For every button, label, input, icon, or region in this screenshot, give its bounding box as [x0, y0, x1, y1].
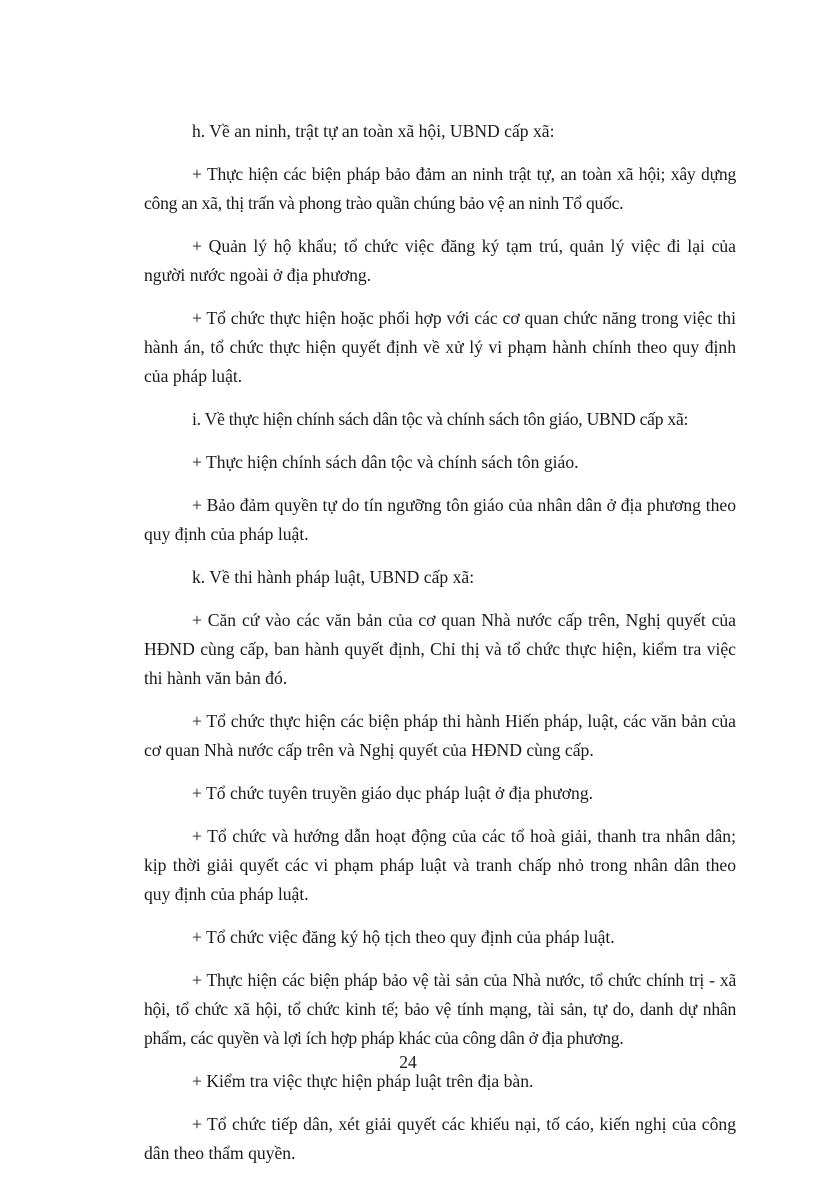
paragraph: + Quản lý hộ khẩu; tổ chức việc đăng ký tạm trú, quản lý việc đi lại của người nước ngoài ở địa phương.: [144, 236, 736, 285]
section-heading-i: i. Về thực hiện chính sách dân tộc và chính sách tôn giáo, UBND cấp xã:: [192, 409, 689, 429]
paragraph: + Căn cứ vào các văn bản của cơ quan Nhà nước cấp trên, Nghị quyết của HĐND cùng cấp, ban hành quyết định, Chỉ thị và tổ chức thực hiện, kiểm tra việc thi hành văn bản đó.: [144, 610, 736, 688]
paragraph: + Tổ chức thực hiện hoặc phối hợp với các cơ quan chức năng trong việc thi hành án, tổ chức thực hiện quyết định về xử lý vi phạm hành chính theo quy định của pháp luật.: [144, 308, 736, 386]
paragraph: + Tổ chức việc đăng ký hộ tịch theo quy định của pháp luật.: [192, 927, 615, 947]
paragraph: + Tổ chức tuyên truyền giáo dục pháp luật ở địa phương.: [192, 783, 594, 803]
paragraph: + Kiểm tra việc thực hiện pháp luật trên địa bàn.: [192, 1071, 534, 1091]
document-body: [144, 117, 736, 1182]
section-heading-h: h. Về an ninh, trật tự an toàn xã hội, UBND cấp xã:: [192, 121, 555, 141]
paragraph: + Tổ chức thực hiện các biện pháp thi hành Hiến pháp, luật, các văn bản của cơ quan Nhà nước cấp trên và Nghị quyết của HĐND cùng cấp.: [144, 711, 736, 760]
paragraph: + Tổ chức và hướng dẫn hoạt động của các tổ hoà giải, thanh tra nhân dân; kịp thời giải quyết các vi phạm pháp luật và tranh chấp nhỏ trong nhân dân theo quy định của pháp luật.: [144, 826, 736, 904]
paragraph: + Bảo đảm quyền tự do tín ngưỡng tôn giáo của nhân dân ở địa phương theo quy định của pháp luật.: [144, 495, 736, 544]
paragraph: + Tổ chức tiếp dân, xét giải quyết các khiếu nại, tố cáo, kiến nghị của công dân theo thẩm quyền.: [144, 1114, 736, 1163]
paragraph: + Thực hiện các biện pháp bảo đảm an ninh trật tự, an toàn xã hội; xây dựng công an xã, thị trấn và phong trào quần chúng bảo vệ an ninh Tổ quốc.: [144, 164, 736, 213]
paragraph: + Thực hiện các biện pháp bảo vệ tài sản của Nhà nước, tổ chức chính trị - xã hội, tổ chức xã hội, tổ chức kinh tế; bảo vệ tính mạng, tài sản, tự do, danh dự nhân phẩm, các quyền và lợi ích hợp pháp khác của công dân ở địa phương.: [144, 970, 736, 1048]
page-number: 24: [399, 1052, 417, 1072]
paragraph: + Thực hiện chính sách dân tộc và chính sách tôn giáo.: [192, 452, 579, 472]
section-heading-k: k. Về thi hành pháp luật, UBND cấp xã:: [192, 567, 475, 587]
